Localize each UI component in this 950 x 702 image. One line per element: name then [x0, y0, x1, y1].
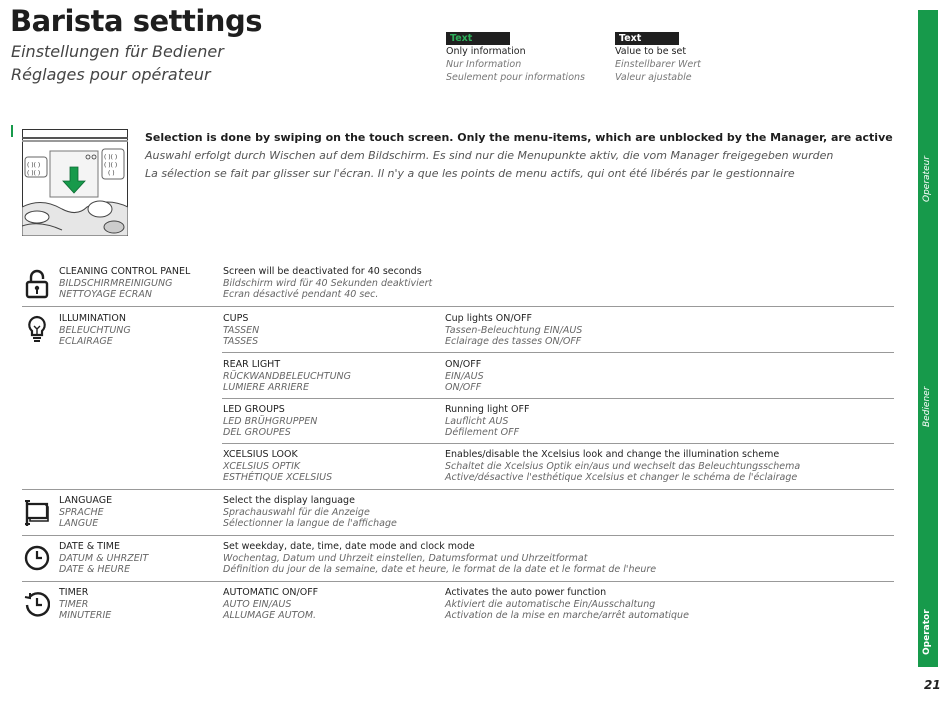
option-fr: LUMIERE ARRIERE — [223, 382, 309, 393]
row-divider — [222, 398, 894, 399]
legend-text-de: Nur Information — [446, 59, 522, 70]
lock-icon — [24, 269, 50, 299]
timer-icon — [24, 589, 50, 619]
option-fr: TASSES — [223, 336, 259, 347]
setting-option — [223, 359, 351, 394]
setting-label-en: TIMER — [59, 587, 89, 598]
description-en: Select the display language — [223, 495, 355, 506]
legend-chip-value: Text — [615, 32, 679, 45]
description-de: Bildschirm wird für 40 Sekunden deaktiviert — [223, 277, 433, 289]
value-fr: ON/OFF — [445, 382, 482, 393]
value-de: Schaltet die Xcelsius Optik ein/aus und wechselt das Beleuchtungsschema — [445, 460, 801, 472]
intro-text-en: Selection is done by swiping on the touch screen. Only the menu-items, which are unblocked by the Manager, are active — [145, 131, 893, 144]
legend-text-de: Einstellbarer Wert — [615, 59, 701, 70]
description-fr: Sélectionner la langue de l'affichage — [223, 518, 397, 529]
description-fr: Définition du jour de la semaine, date et heure, le format de la date et le format de l'heure — [223, 564, 657, 575]
value-fr: Activation de la mise en marche/arrêt automatique — [445, 610, 689, 621]
value-en: Cup lights ON/OFF — [445, 313, 532, 324]
setting-option — [223, 313, 259, 348]
row-divider — [222, 443, 894, 444]
row-divider — [22, 306, 894, 307]
setting-label-fr: ECLAIRAGE — [59, 336, 113, 347]
setting-label-fr: NETTOYAGE ECRAN — [59, 289, 152, 300]
description-fr: Ecran désactivé pendant 40 sec. — [223, 289, 379, 300]
clock-icon — [24, 543, 50, 573]
setting-description — [223, 541, 656, 576]
setting-label-de: SPRACHE — [59, 506, 104, 518]
option-de: RÜCKWANDBELEUCHTUNG — [223, 370, 352, 382]
sidebar-label-en: Operator — [922, 609, 932, 655]
setting-label — [59, 495, 112, 530]
setting-label-en: DATE & TIME — [59, 541, 120, 552]
value-de: Aktiviert die automatische Ein/Ausschaltung — [445, 598, 656, 610]
description-en: Screen will be deactivated for 40 seconds — [223, 266, 422, 277]
legend-text-en: Value to be set — [615, 46, 687, 57]
row-divider — [22, 489, 894, 490]
row-divider — [222, 352, 894, 353]
section-marker — [11, 125, 13, 137]
value-fr: Active/désactive l'esthétique Xcelsius et changer le schéma de l'éclairage — [445, 472, 798, 483]
legend-text-fr: Valeur ajustable — [615, 72, 692, 83]
intro-text — [145, 129, 893, 183]
description-de: Wochentag, Datum und Uhrzeit einstellen, Datumsformat und Uhrzeitformat — [223, 552, 588, 564]
setting-label — [59, 541, 148, 576]
section-sidebar — [918, 10, 938, 667]
setting-label-fr: LANGUE — [59, 518, 99, 529]
option-fr: DEL GROUPES — [223, 427, 291, 438]
page-number: 21 — [924, 678, 941, 692]
setting-label — [59, 587, 111, 622]
flag-icon — [24, 497, 50, 527]
value-de: Tassen-Beleuchtung EIN/AUS — [445, 324, 583, 336]
page-subtitle-fr: Réglages pour opérateur — [11, 65, 211, 84]
value-en: ON/OFF — [445, 359, 482, 370]
value-de: EIN/AUS — [445, 370, 484, 382]
page-title: Barista settings — [10, 4, 262, 38]
setting-label — [59, 313, 131, 348]
value-fr: Défilement OFF — [445, 427, 520, 438]
value-en: Activates the auto power function — [445, 587, 607, 598]
sidebar-label-de: Bediener — [922, 386, 932, 427]
value-fr: Eclairage des tasses ON/OFF — [445, 336, 582, 347]
option-en: LED GROUPS — [223, 404, 285, 415]
legend-text-fr: Seulement pour informations — [446, 72, 585, 83]
description-de: Sprachauswahl für die Anzeige — [223, 506, 370, 518]
description-en: Set weekday, date, time, date mode and clock mode — [223, 541, 475, 552]
page-subtitle-de: Einstellungen für Bediener — [11, 42, 224, 61]
option-de: LED BRÜHGRUPPEN — [223, 415, 318, 427]
setting-value — [445, 404, 529, 439]
setting-label-en: CLEANING CONTROL PANEL — [59, 266, 191, 277]
legend-value — [615, 32, 765, 84]
setting-label-de: TIMER — [59, 598, 89, 610]
lightbulb-icon — [24, 314, 50, 344]
svg-text:( )( ): ( )( ) — [104, 154, 118, 161]
setting-label-fr: DATE & HEURE — [59, 564, 131, 575]
sidebar-label-fr: Operateur — [922, 155, 932, 202]
setting-option — [223, 449, 332, 484]
setting-label-en: LANGUAGE — [59, 495, 113, 506]
setting-label — [59, 266, 190, 301]
setting-description — [223, 495, 397, 530]
option-de: AUTO EIN/AUS — [223, 598, 292, 610]
setting-label-de: DATUM & UHRZEIT — [59, 552, 149, 564]
setting-value — [445, 313, 582, 348]
setting-description — [223, 266, 432, 301]
setting-value — [445, 359, 484, 394]
svg-text:( )( ): ( )( ) — [104, 162, 118, 169]
setting-value — [445, 587, 689, 622]
setting-label-de: BELEUCHTUNG — [59, 324, 131, 336]
intro-text-de: Auswahl erfolgt durch Wischen auf dem Bildschirm. Es sind nur die Menupunkte aktiv, die vom Manager freigegeben wurden — [145, 149, 834, 162]
legend-info — [446, 32, 596, 84]
svg-text:( ): ( ) — [108, 170, 115, 177]
option-fr: ESTHÉTIQUE XCELSIUS — [223, 472, 333, 483]
setting-option — [223, 587, 318, 622]
option-fr: ALLUMAGE AUTOM. — [223, 610, 317, 621]
value-en: Running light OFF — [445, 404, 530, 415]
option-en: REAR LIGHT — [223, 359, 281, 370]
svg-text:( )( ): ( )( ) — [27, 170, 41, 177]
setting-value — [445, 449, 800, 484]
value-de: Lauflicht AUS — [445, 415, 509, 427]
setting-label-fr: MINUTERIE — [59, 610, 112, 621]
option-en: AUTOMATIC ON/OFF — [223, 587, 319, 598]
legend-chip-info: Text — [446, 32, 510, 45]
intro-text-fr: La sélection se fait par glisser sur l'écran. Il n'y a que les points de menu actifs, qui ont été libérés par le gestionnaire — [145, 167, 795, 180]
touchscreen-swipe-illustration — [22, 129, 128, 236]
option-de: TASSEN — [223, 324, 260, 336]
svg-text:( )( ): ( )( ) — [27, 162, 41, 169]
row-divider — [22, 581, 894, 582]
option-de: XCELSIUS OPTIK — [223, 460, 301, 472]
row-divider — [22, 535, 894, 536]
setting-label-de: BILDSCHIRMREINIGUNG — [59, 277, 173, 289]
value-en: Enables/disable the Xcelsius look and change the illumination scheme — [445, 449, 780, 460]
setting-label-en: ILLUMINATION — [59, 313, 126, 324]
option-en: CUPS — [223, 313, 249, 324]
legend-text-en: Only information — [446, 46, 526, 57]
option-en: XCELSIUS LOOK — [223, 449, 298, 460]
setting-option — [223, 404, 317, 439]
